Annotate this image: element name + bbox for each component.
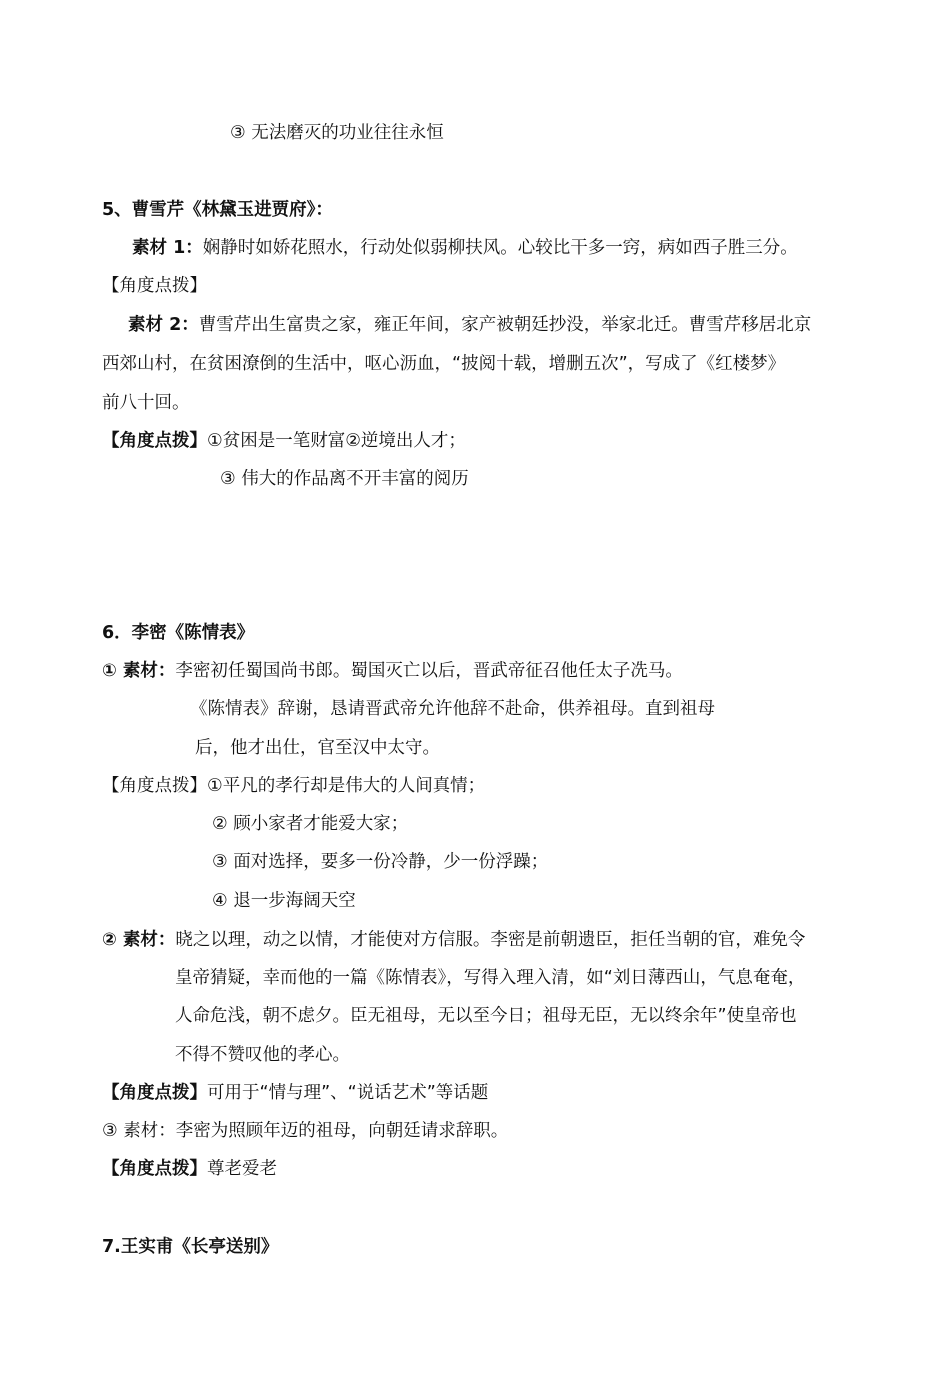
s5-angle-2 bbox=[102, 429, 466, 453]
angle-text: 可用于“情与理”、“说话艺术”等话题 bbox=[207, 1083, 489, 1103]
s5-material-2 bbox=[128, 313, 811, 337]
s6-angle-1 bbox=[102, 774, 485, 798]
s6-angle-3 bbox=[102, 1157, 277, 1181]
material-label: ② 素材： bbox=[102, 930, 176, 950]
angle-label: 【角度点拨】 bbox=[102, 776, 207, 796]
material-label: 素材 2： bbox=[128, 315, 199, 335]
s6-angle-1-item4: ④ 退一步海阔天空 bbox=[212, 891, 356, 911]
angle-text: ①贫困是一笔财富②逆境出人才； bbox=[207, 431, 466, 451]
angle-label: 【角度点拨】 bbox=[102, 1083, 207, 1103]
s6-angle-1-item2: ② 顾小家者才能爱大家； bbox=[212, 814, 409, 834]
angle-text: ①平凡的孝行却是伟大的人间真情； bbox=[207, 776, 486, 796]
s6-angle-1-item3: ③ 面对选择，要多一份冷静，少一份浮躁； bbox=[212, 852, 549, 872]
s6-material-1 bbox=[102, 659, 683, 683]
s5-material-2-line2: 西郊山村，在贫困潦倒的生活中，呕心沥血，“披阅十载，增删五次”，写成了《红楼梦》 bbox=[102, 354, 786, 374]
s6-angle-2 bbox=[102, 1081, 488, 1105]
s6-material-2-line3: 人命危浅，朝不虑夕。臣无祖母，无以至今日；祖母无臣，无以终余年”使皇帝也 bbox=[175, 1006, 797, 1026]
angle-label: 【角度点拨】 bbox=[102, 431, 207, 451]
s5-material-2-line3: 前八十回。 bbox=[102, 393, 190, 413]
material-text: 娴静时如娇花照水，行动处似弱柳扶风。心较比干多一窍，病如西子胜三分。 bbox=[202, 238, 798, 258]
material-text: 晓之以理，动之以情，才能使对方信服。李密是前朝遗臣，拒任当朝的官，难免令 bbox=[175, 930, 806, 950]
section-5-heading: 5、曹雪芹《林黛玉进贾府》： bbox=[102, 200, 333, 220]
material-text: 曹雪芹出生富贵之家，雍正年间，家产被朝廷抄没，举家北迁。曹雪芹移居北京 bbox=[198, 315, 812, 335]
s6-material-1-line3: 后，他才出仕，官至汉中太守。 bbox=[195, 738, 440, 758]
s5-material-1 bbox=[132, 236, 798, 260]
s6-material-2-line4: 不得不赞叹他的孝心。 bbox=[175, 1045, 350, 1065]
s6-material-2 bbox=[102, 928, 805, 952]
s6-material-1-line2: 《陈情表》辞谢，恳请晋武帝允许他辞不赴命，供养祖母。直到祖母 bbox=[190, 699, 715, 719]
s5-angle-2-item3: ③ 伟大的作品离不开丰富的阅历 bbox=[220, 469, 469, 489]
s5-angle-1: 【角度点拨】 bbox=[102, 276, 207, 296]
angle-label: 【角度点拨】 bbox=[102, 1159, 207, 1179]
s6-material-2-line2: 皇帝猜疑，幸而他的一篇《陈情表》，写得入理入清，如“刘日薄西山，气息奄奄， bbox=[175, 968, 806, 988]
angle-text: 尊老爱老 bbox=[207, 1159, 277, 1179]
material-text: 李密初任蜀国尚书郎。蜀国灭亡以后，晋武帝征召他任太子冼马。 bbox=[175, 661, 683, 681]
section-7-heading: 7.王实甫《长亭送别》 bbox=[102, 1237, 279, 1257]
section-6-heading: 6．李密《陈情表》 bbox=[102, 623, 255, 643]
item-3-top: ③ 无法磨灭的功业往往永恒 bbox=[230, 123, 444, 143]
s6-material-3: ③ 素材：李密为照顾年迈的祖母，向朝廷请求辞职。 bbox=[102, 1121, 509, 1141]
material-label: 素材 1： bbox=[132, 238, 203, 258]
material-label: ① 素材： bbox=[102, 661, 176, 681]
